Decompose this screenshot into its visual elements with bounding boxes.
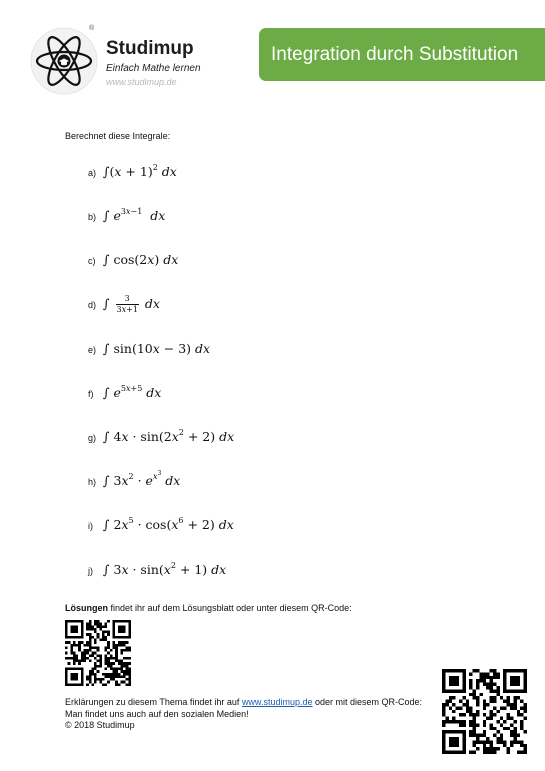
task-expression: ∫ $4x \cdot \sin(2x^2 + 2)$ dx [103, 428, 235, 444]
task-label: a) [88, 168, 97, 178]
studimup-link[interactable]: www.studimup.de [241, 697, 313, 707]
task-expression: $\int(x + 1)^2$ dx [103, 163, 177, 179]
task-label: e) [88, 345, 97, 355]
task-label: b) [88, 212, 97, 222]
topic-banner: Integration durch Substitution [259, 28, 545, 81]
atom-logo-icon [30, 27, 98, 95]
task-label: g) [88, 433, 97, 443]
task-label: h) [88, 477, 97, 487]
task-label: j) [88, 566, 93, 576]
instructions: Berechnet diese Integrale: [65, 131, 171, 141]
solutions-note [65, 603, 352, 613]
solutions-text: findet ihr auf dem Lösungsblatt oder unter diesem QR-Code: [108, 603, 352, 613]
task-label: c) [88, 256, 96, 266]
brand-name: Studimup [106, 38, 194, 59]
task-label: d) [88, 300, 97, 310]
task-expression: ∫ $e^{3x-1}$ dx [103, 207, 166, 223]
task-expression: ∫ $3x^2 \cdot e^{x^3}$ dx [103, 470, 181, 488]
brand-slogan: Einfach Mathe lernen [106, 63, 201, 74]
website-qr-code-icon[interactable] [442, 669, 527, 754]
footer-line-2: Man findet uns auch auf den sozialen Medien! [65, 708, 249, 719]
task-expression: ∫ sin(10x − 3) dx [103, 341, 211, 356]
registered-mark: ® [89, 25, 95, 32]
task-label: f) [88, 389, 94, 399]
task-expression: ∫ $\frac{3}{3x+1}$ dx [103, 294, 160, 314]
brand-url: www.studimup.de [106, 77, 177, 87]
task-expression: ∫ $e^{5x+5}$ dx [103, 384, 162, 400]
copyright: © 2018 Studimup [65, 720, 135, 730]
footer-text [65, 697, 422, 732]
task-expression: ∫ $2x^5 \cdot \cos(x^6 + 2)$ dx [103, 516, 234, 532]
task-expression: ∫ cos(2x) dx [103, 252, 179, 267]
task-expression: ∫ $3x \cdot \sin(x^2 + 1)$ dx [103, 561, 227, 577]
solutions-qr-code-icon[interactable] [65, 620, 131, 686]
task-label: i) [88, 521, 93, 531]
solutions-bold: Lösungen [65, 603, 108, 613]
footer-line-1: Erklärungen zu diesem Thema findet ihr auf www.studimup.de oder mit diesem QR-Code: [65, 697, 423, 707]
